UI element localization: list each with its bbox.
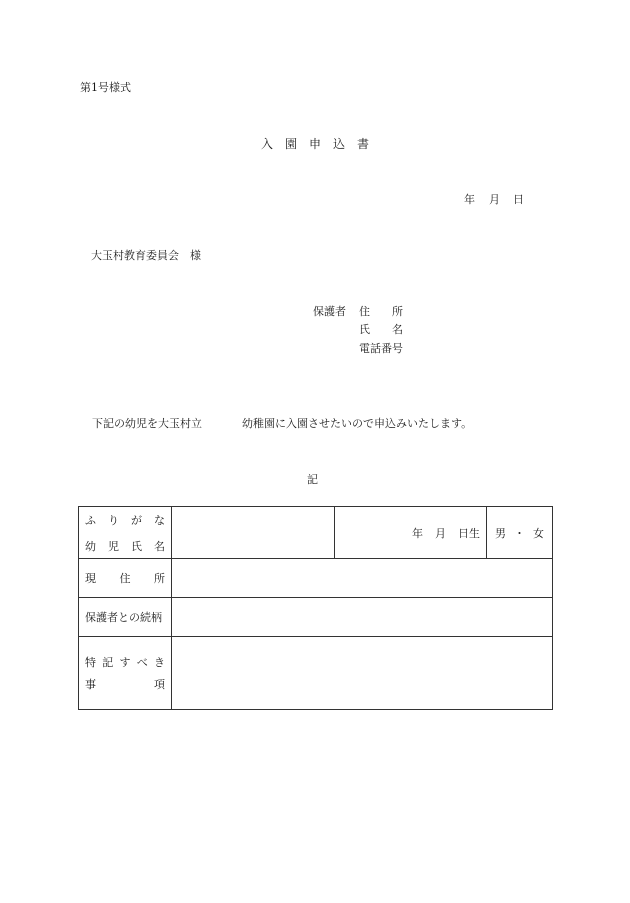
table-row-relationship (79, 598, 553, 637)
birth-date-field[interactable] (335, 507, 487, 559)
notes-label-line1: 特 記 す べ き (85, 656, 165, 669)
address-label: 住 所 (359, 305, 403, 318)
sex-separator: ・ (514, 526, 525, 540)
notes-label-cell (79, 637, 172, 710)
table-row-notes (79, 637, 553, 710)
notes-field[interactable] (172, 637, 553, 710)
body-text-part2: 幼稚園に入園させたいので申込みいたします。 (242, 417, 473, 430)
sex-field[interactable] (487, 507, 553, 559)
birth-year: 年 (412, 526, 423, 540)
relationship-field[interactable] (172, 598, 553, 637)
relationship-label: 保護者との続柄 (85, 611, 162, 624)
name-label: 氏 名 (359, 323, 403, 336)
date-day: 日 (513, 193, 524, 206)
relationship-label-cell (79, 598, 172, 637)
addressee: 大玉村教育委員会 様 (91, 249, 201, 262)
birth-month: 月 (435, 526, 446, 540)
phone-label: 電話番号 (359, 342, 403, 355)
sex-female[interactable]: 女 (533, 526, 544, 540)
child-name-label-cell (79, 507, 172, 559)
page-title: 入園申込書 (261, 137, 382, 151)
birth-day: 日生 (458, 526, 480, 540)
ki-heading: 記 (307, 473, 318, 486)
guardian-label: 保護者 (313, 305, 346, 318)
table-row-address (79, 559, 553, 598)
child-name-label: 幼 児 氏 名 (85, 539, 165, 553)
child-name-field[interactable] (172, 507, 335, 559)
current-address-field[interactable] (172, 559, 553, 598)
current-address-label-cell (79, 559, 172, 598)
sex-male[interactable]: 男 (495, 526, 506, 540)
date-year: 年 (464, 193, 475, 206)
current-address-label: 現 住 所 (85, 572, 165, 585)
table-row-child-name (79, 507, 553, 559)
date-month: 月 (489, 193, 500, 206)
notes-label-line2: 事 項 (85, 678, 165, 691)
form-number: 第1号様式 (80, 81, 131, 94)
application-table (78, 506, 553, 710)
furigana-label: ふ り が な (85, 513, 165, 527)
body-text-part1: 下記の幼児を大玉村立 (92, 417, 202, 430)
